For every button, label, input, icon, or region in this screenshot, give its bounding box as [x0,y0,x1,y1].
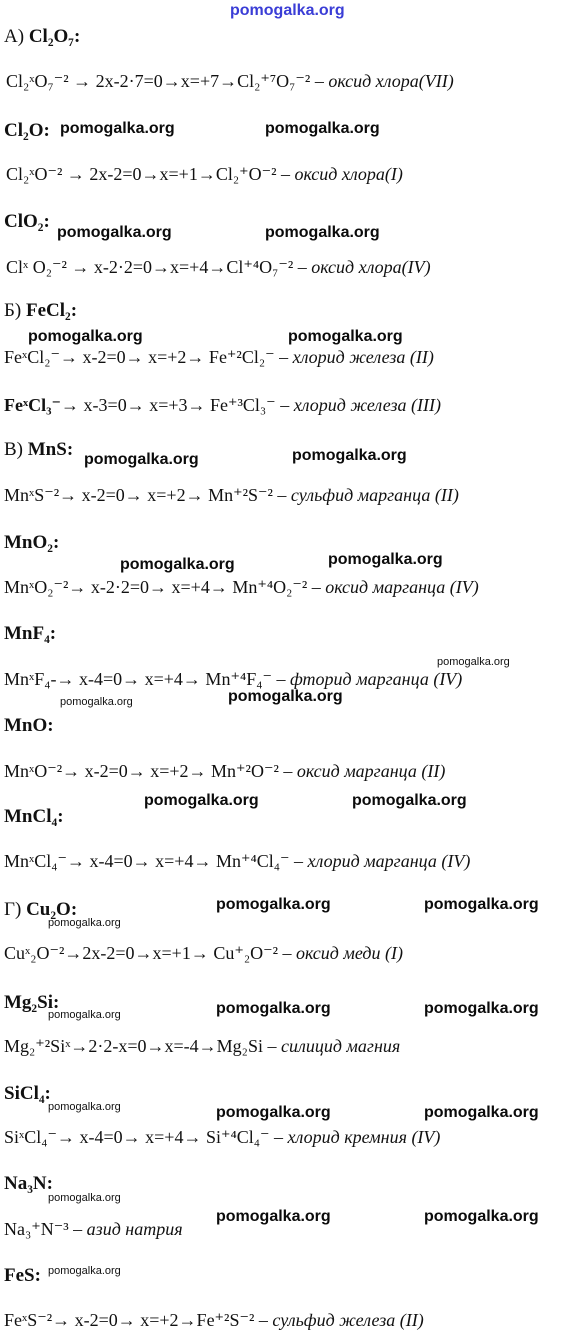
section-heading: А) Cl₂O₇: [4,26,81,47]
section-heading: FeS: [4,1265,41,1286]
section-heading: Б) FeCl₂: [4,300,78,321]
watermark: pomogalka.org [48,917,121,929]
watermark: pomogalka.org [48,1101,121,1113]
section-heading: MnCl₄: [4,806,64,827]
formula: Cu₂O: [26,899,78,920]
equation-line: Clˣ O₂⁻² → x-2·2=0→x=+4→Cl⁺⁴O₇⁻² – оксид хлора(IV) [6,257,431,277]
equation-line: Mg₂⁺²Siˣ→2·2-x=0→x=-4→Mg₂Si – силицид магния [4,1036,401,1056]
watermark: pomogalka.org [352,792,467,809]
equation-line: MnˣCl₄⁻→ x-4=0→ x=+4→ Mn⁺⁴Cl₄⁻ – хлорид марганца (IV) [4,851,471,871]
watermark-top: pomogalka.org [230,2,345,19]
compound-name: хлорид железа (III) [293,395,441,415]
watermark: pomogalka.org [288,328,403,345]
watermark: pomogalka.org [292,447,407,464]
compound-name: оксид марганца (IV) [325,577,479,597]
section-heading: Г) Cu₂O: [4,899,78,920]
compound-name: азид натрия [86,1219,183,1239]
section-heading: MnF₄: [4,623,57,644]
section-heading: Mg₂Si: [4,992,60,1013]
compound-name: оксид меди (I) [296,943,403,963]
watermark: pomogalka.org [48,1265,121,1277]
compound-name: сульфид марганца (II) [290,485,459,505]
section-heading: Cl₂O: [4,120,50,141]
watermark: pomogalka.org [48,1009,121,1021]
watermark: pomogalka.org [144,792,259,809]
watermark: pomogalka.org [216,1208,331,1225]
watermark: pomogalka.org [437,656,510,668]
watermark: pomogalka.org [424,896,539,913]
watermark: pomogalka.org [328,551,443,568]
equation-line: MnˣO⁻²→ x-2=0→ x=+2→ Mn⁺²O⁻² – оксид марганца (II) [4,761,446,781]
watermark: pomogalka.org [424,1104,539,1121]
equation-line: MnˣF₄-→ x-4=0→ x=+4→ Mn⁺⁴F₄⁻ – фторид марганца (IV) [4,669,463,689]
watermark: pomogalka.org [216,1000,331,1017]
compound-name: оксид марганца (II) [296,761,446,781]
watermark: pomogalka.org [60,120,175,137]
formula: FeCl₂: [26,300,78,321]
formula: Cl₂O₇: [28,26,81,47]
section-heading: В) MnS: [4,439,74,460]
watermark: pomogalka.org [216,1104,331,1121]
compound-name: оксид хлора(IV) [311,257,431,277]
watermark: pomogalka.org [265,224,380,241]
watermark: pomogalka.org [120,556,235,573]
watermark: pomogalka.org [60,696,133,708]
watermark: pomogalka.org [48,1192,121,1204]
compound-name: оксид хлора(VII) [328,71,454,91]
compound-name: фторид марганца (IV) [290,669,463,689]
section-heading: MnO: [4,715,54,736]
equation-line: SiˣCl₄⁻→ x-4=0→ x=+4→ Si⁺⁴Cl₄⁻ – хлорид кремния (IV) [4,1127,441,1147]
formula: FeˣCl₃⁻ [4,395,62,415]
watermark: pomogalka.org [57,224,172,241]
watermark: pomogalka.org [265,120,380,137]
section-heading: Na₃N: [4,1173,53,1194]
equation-line: Cl₂ˣO⁻² → 2x-2=0→x=+1→Cl₂⁺O⁻² – оксид хлора(I) [6,164,403,184]
equation-line: MnˣS⁻²→ x-2=0→ x=+2→ Mn⁺²S⁻² – сульфид марганца (II) [4,485,459,505]
compound-name: оксид хлора(I) [294,164,403,184]
watermark: pomogalka.org [216,896,331,913]
compound-name: хлорид железа (II) [292,347,434,367]
equation-line: FeˣCl₂⁻→ x-2=0→ x=+2→ Fe⁺²Cl₂⁻ – хлорид железа (II) [4,347,434,367]
compound-name: силицид магния [280,1036,401,1056]
section-heading: ClO₂: [4,211,50,232]
section-heading: MnO₂: [4,532,60,553]
watermark: pomogalka.org [28,328,143,345]
compound-name: сульфид железа (II) [272,1310,424,1330]
watermark: pomogalka.org [228,688,343,705]
equation-line: Na₃⁺N⁻³ – азид натрия [4,1219,183,1239]
equation-line: Cl₂ˣO₇⁻² → 2x-2·7=0→x=+7→Cl₂⁺⁷O₇⁻² – оксид хлора(VII) [6,71,454,91]
watermark: pomogalka.org [84,451,199,468]
equation-line: MnˣO₂⁻²→ x-2·2=0→ x=+4→ Mn⁺⁴O₂⁻² – оксид марганца (IV) [4,577,479,597]
compound-name: хлорид марганца (IV) [307,851,471,871]
compound-name: хлорид кремния (IV) [287,1127,441,1147]
equation-line: FeˣCl₃⁻→ x-3=0→ x=+3→ Fe⁺³Cl₃⁻ – хлорид железа (III) [4,395,441,415]
watermark: pomogalka.org [424,1208,539,1225]
watermark: pomogalka.org [424,1000,539,1017]
equation-line: FeˣS⁻²→ x-2=0→ x=+2→Fe⁺²S⁻² – сульфид железа (II) [4,1310,424,1330]
section-heading: SiCl₄: [4,1083,51,1104]
equation-line: Cuˣ₂O⁻²→2x-2=0→x=+1→ Cu⁺₂O⁻² – оксид меди (I) [4,943,403,963]
formula: MnS: [27,439,74,460]
